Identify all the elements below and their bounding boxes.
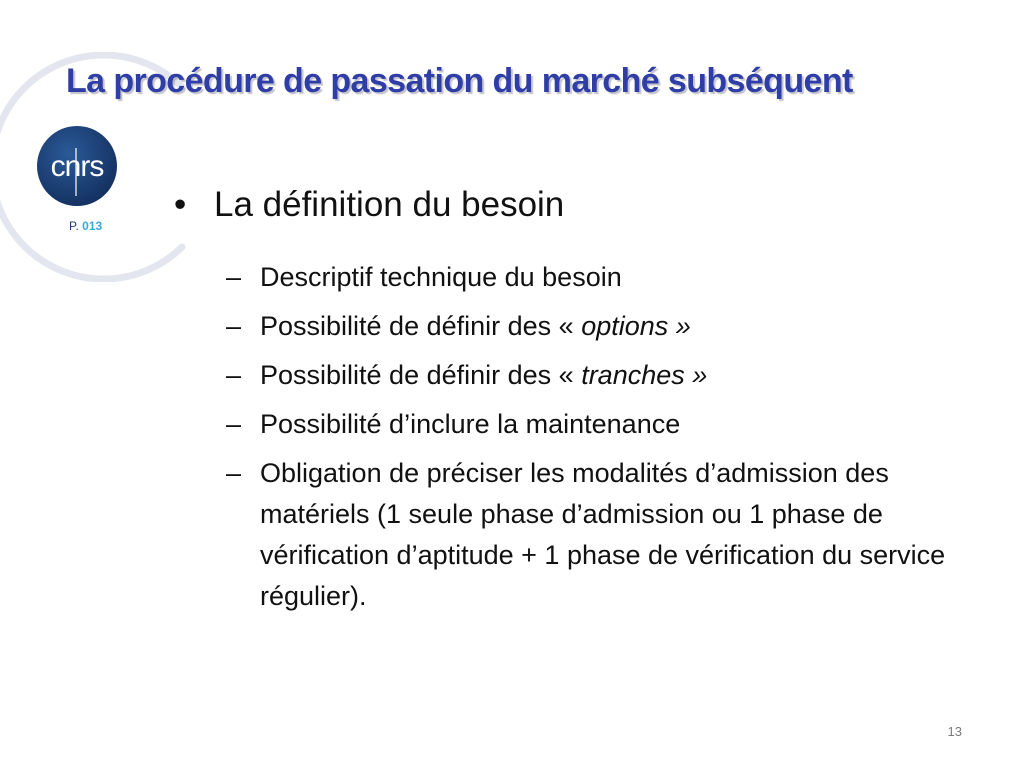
- sub-bullet-text: Possibilité de définir des «: [260, 311, 582, 341]
- slide-number: 13: [947, 724, 962, 739]
- slide-title: La procédure de passation du marché subséquent: [66, 62, 853, 100]
- bullet-marker: •: [174, 185, 187, 224]
- sub-bullet-item: [226, 453, 972, 617]
- cnrs-logo: [35, 124, 119, 208]
- sub-bullet-text: Obligation de préciser les modalités d’admission des matériels (1 seule phase d’admission ou 1 phase de vérification d’aptitude + 1 phase de vérification du service régulier).: [260, 458, 946, 611]
- sub-bullet-italic-text: options »: [581, 311, 691, 341]
- sub-bullet-list: [226, 257, 972, 617]
- sub-bullet-item: [226, 355, 972, 396]
- sub-bullet-text: Possibilité d’inclure la maintenance: [260, 409, 681, 439]
- page-reference: [69, 219, 102, 233]
- sub-bullet-text: Descriptif technique du besoin: [260, 262, 622, 292]
- sub-bullet-item: [226, 257, 972, 298]
- main-bullet: [172, 183, 972, 227]
- dash-marker: –: [226, 311, 242, 341]
- logo-text: cnrs: [50, 150, 104, 183]
- dash-marker: –: [226, 458, 242, 488]
- page-ref-prefix: P.: [69, 219, 79, 233]
- sub-bullet-item: [226, 306, 972, 347]
- dash-marker: –: [226, 262, 242, 292]
- main-bullet-text: La définition du besoin: [214, 185, 565, 224]
- sub-bullet-italic-text: tranches »: [581, 360, 708, 390]
- page-ref-number: 013: [82, 219, 103, 233]
- slide-content: [172, 183, 972, 625]
- dash-marker: –: [226, 360, 242, 390]
- sub-bullet-item: [226, 404, 972, 445]
- sub-bullet-text: Possibilité de définir des «: [260, 360, 582, 390]
- dash-marker: –: [226, 409, 242, 439]
